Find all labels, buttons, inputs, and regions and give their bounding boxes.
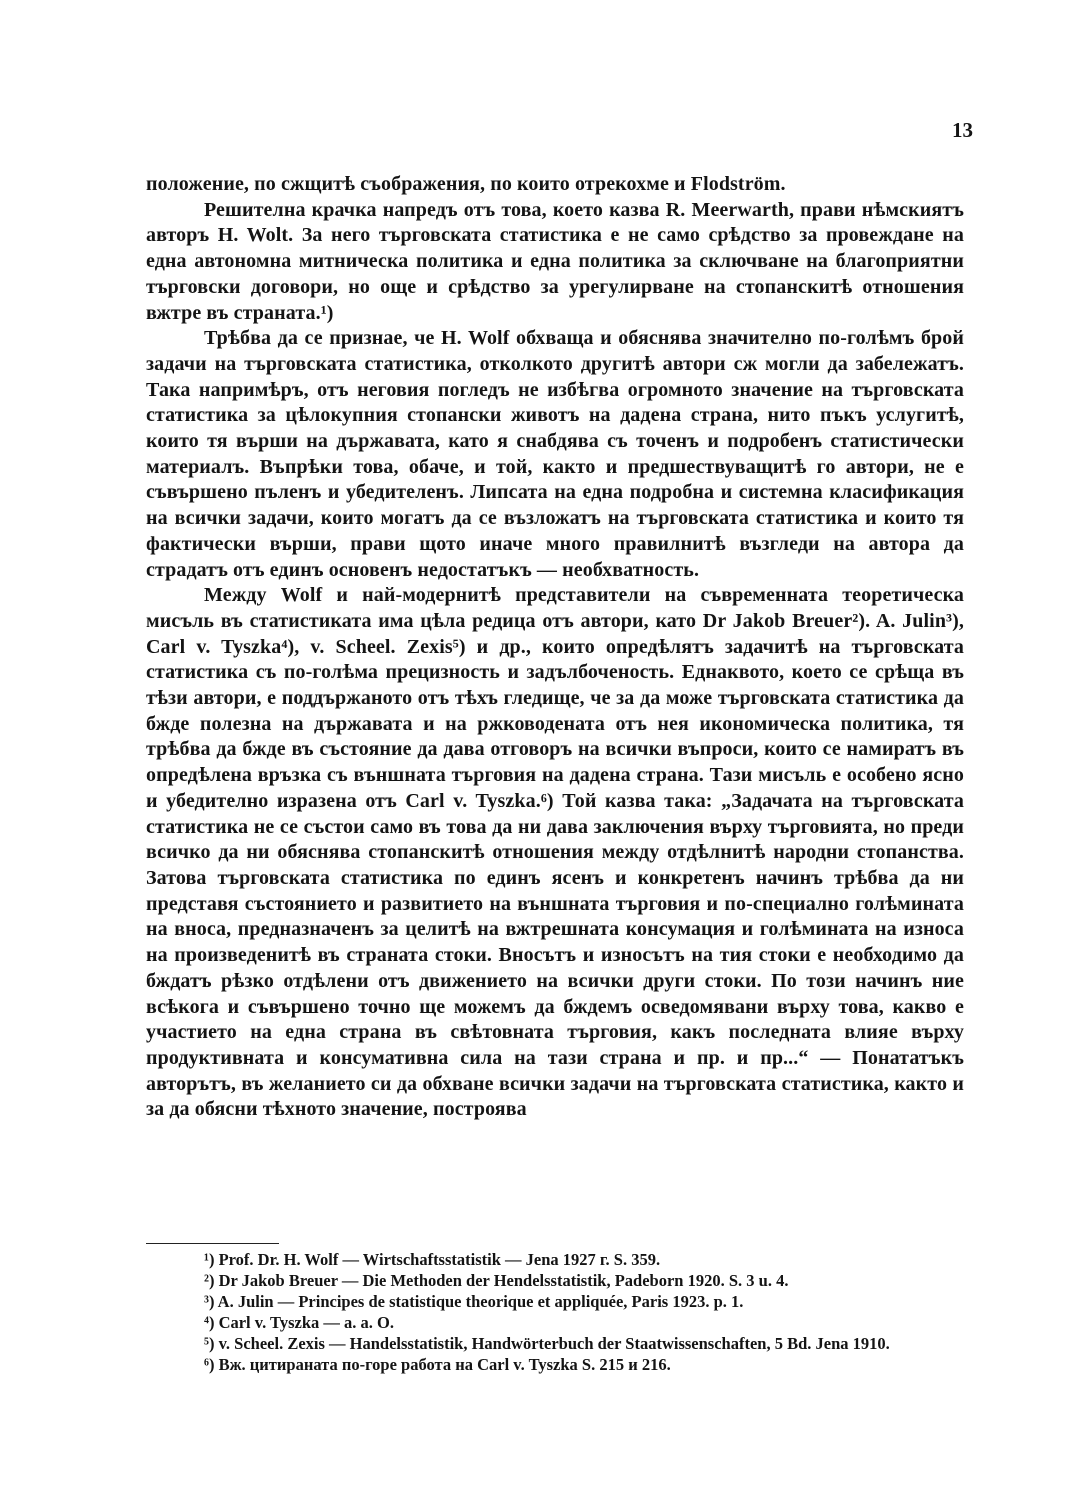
footnote-divider bbox=[146, 1243, 279, 1244]
paragraph-continuation: положение, по сжщитѣ съображения, по които отрекохме и Flodström. bbox=[146, 173, 786, 195]
footnote: ³) A. Julin — Principes de statistique theorique et appliquée, Paris 1923. p. 1. bbox=[204, 1292, 744, 1311]
paragraph: Решителна крачка напредъ отъ това, което казва R. Meerwarth, прави нѣмскиятъ авторъ H. Wolt. За него търговската статистика е не само срѣдство за провеждане на една автономна митническа политика и една политика за сключване на благоприятни търговски договори, но още и срѣдство за урегулирване на стопанскитѣ отношения вжтре въ страната.¹) bbox=[146, 198, 964, 324]
page-number: 13 bbox=[952, 118, 973, 142]
footnotes bbox=[146, 1249, 964, 1375]
paragraph: Трѣбва да се признае, че H. Wolf обхваща и обяснява значително по-голѣмъ брой задачи на търговската статистика, отколкото другитѣ автори сж могли да забележатъ. Така напримѣръ, отъ неговия погледъ не избѣгва огромното значение на търговската статистика за цѣлокупния стопански животъ на дадена страна, нито пъкъ услугитѣ, които тя върши на държавата, като я снабдява съ точенъ и подробенъ статистически материалъ. Въпрѣки това, обаче, и той, както и предшествуващитѣ го автори, не е съвършено пъленъ и убедителенъ. Липсата на една подробна и системна класификация на всички задачи, които могатъ да се възложатъ на търговската статистика и които тя фактически върши, прави щото иначе много правилнитѣ възгледи на автора да страдатъ отъ единъ основенъ недостатъкъ — необхватность. bbox=[146, 327, 964, 581]
footnote: ⁵) v. Scheel. Zexis — Handelsstatistik, Handwörterbuch der Staatwissenschaften, 5 Bd. Jena 1910. bbox=[204, 1334, 890, 1353]
paragraph: Между Wolf и най-модернитѣ представители на съвременната теоретическа мисъль въ статистиката има цѣла редица отъ автори, като Dr Jakob Breuer²). A. Julin³), Carl v. Tyszka⁴), v. Scheel. Zexis⁵) и др., които опредѣлятъ задачитѣ на търговската статистика съ по-голѣма прецизность и задълбоченость. Еднаквото, което се срѣща въ тѣзи автори, е поддържаното отъ тѣхъ гледище, че за да може търговската статистика да бжде полезна на държавата и на ржководената отъ нея икономическа политика, тя трѣбва да бжде въ състояние да дава отговоръ на всички въпроси, които се намиратъ въ опредѣлена връзка съ външната търговия на дадена страна. Тази мисъль е особено ясно и убедително изразена отъ Carl v. Tyszka.⁶) Той казва така: „Задачата на търговската статистика не се състои само въ това да ни дава заключения върху търговията, но преди всичко да ни обяснява стопанскитѣ отношения между отдѣлнитѣ народни стопанства. Затова търговската статистика по единъ ясенъ и конкретенъ начинъ трѣбва да ни представя състоянието и развитието на външната търговия и по-специално голѣмината на вноса, предназначенъ за целитѣ на вжтрешната консумация и голѣмината на износа на произведенитѣ въ страната стоки. Вносътъ и износътъ на тия стоки е необходимо да бждатъ рѣзко отдѣлени отъ движението на всички други стоки. По този начинъ ние всѣкога и съвършено точно ще можемъ да бждемъ осведомявани върху това, какво е участието на една страна въ свѣтовната търговия, какъ последната влияе върху продуктивната и консумативна сила на тази страна и пр. и пр...“ — Понататъкъ авторътъ, въ желанието си да обхване всички задачи на търговската статистика, както и за да обясни тѣхното значение, построява bbox=[146, 584, 964, 1121]
footnote: ⁴) Carl v. Tyszka — a. a. O. bbox=[204, 1313, 394, 1332]
footnote: ¹) Prof. Dr. H. Wolf — Wirtschaftsstatistik — Jena 1927 г. S. 359. bbox=[204, 1250, 661, 1269]
body-text bbox=[146, 172, 964, 1123]
footnote: ⁶) Вж. цитираната по-горе работа на Carl v. Tyszka S. 215 и 216. bbox=[204, 1355, 671, 1374]
footnote: ²) Dr Jakob Breuer — Die Methoden der Hendelsstatistik, Padeborn 1920. S. 3 u. 4. bbox=[204, 1271, 789, 1290]
